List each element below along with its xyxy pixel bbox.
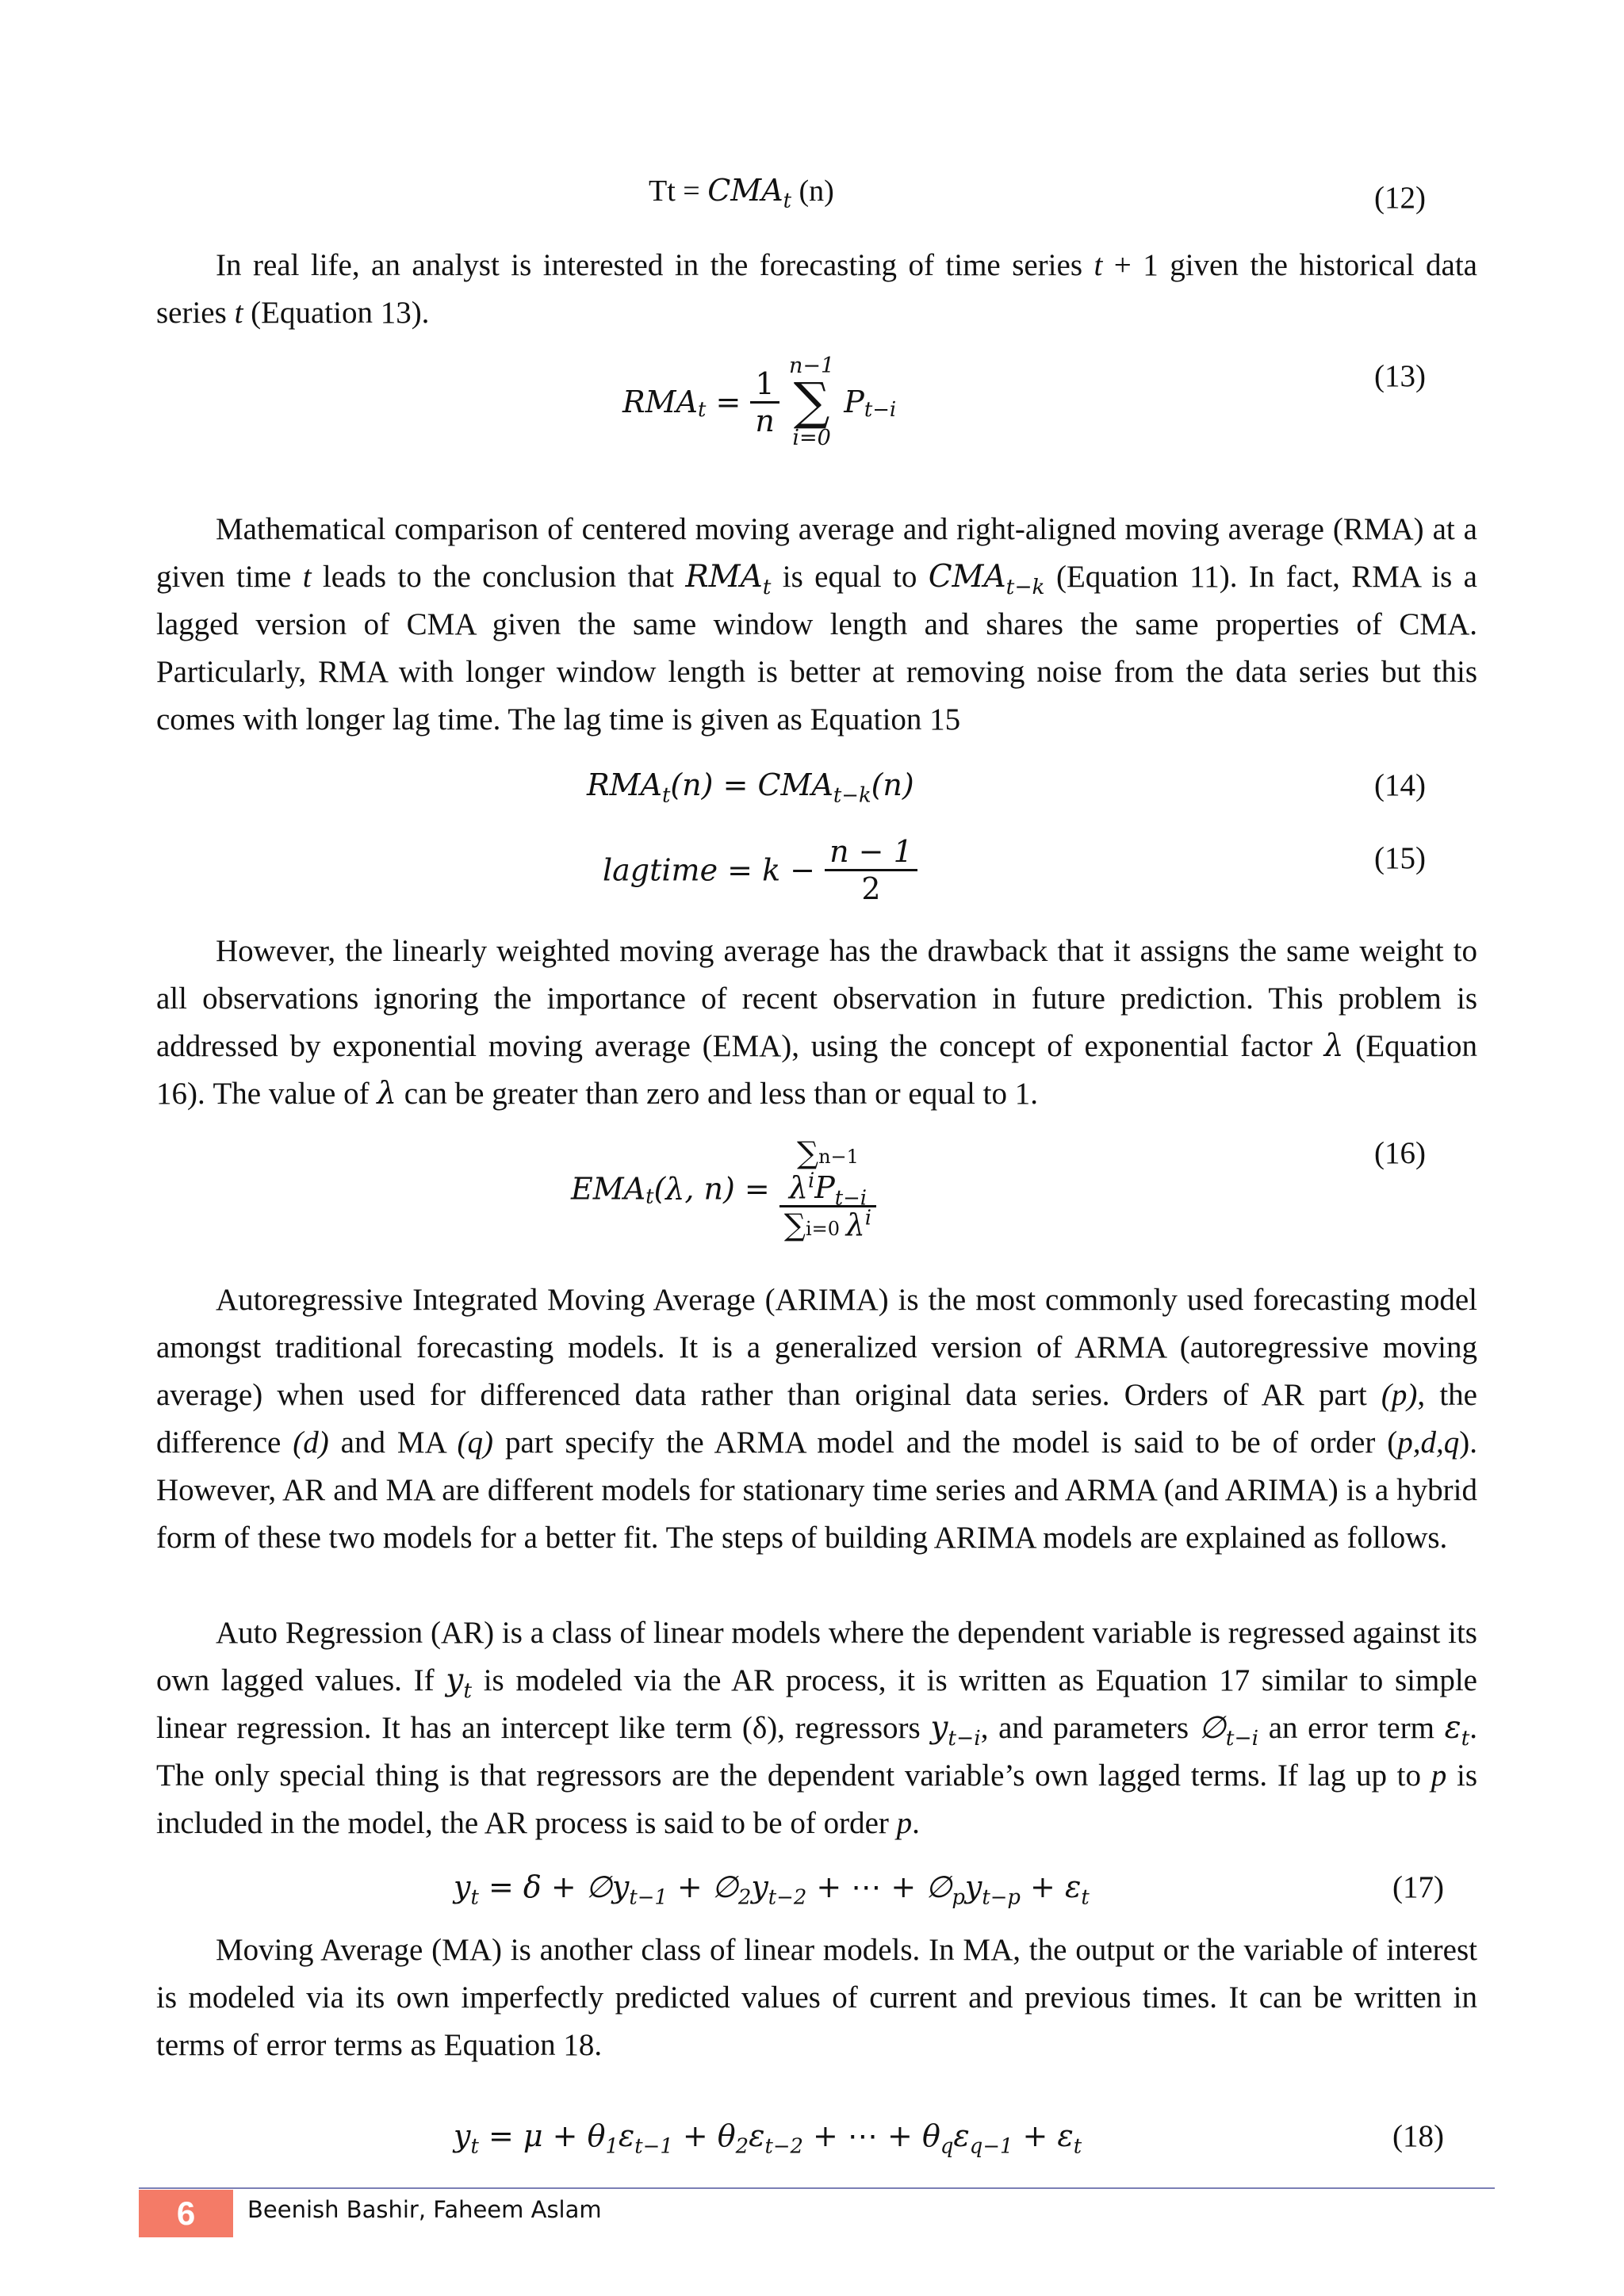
paragraph-forecasting-intro: In real life, an analyst is interested in the forecasting of time series t + 1 given the historical data series t (Equation 13). xyxy=(156,248,1477,330)
equation-number-16: (16) xyxy=(1374,1136,1426,1170)
equation-17: $y_t = \delta$ + $\emptyset y_{t-1}$ + $\emptyset_2y_{t-2}$ + ⋯ + $\emptyset_py_{t-p} + \varepsilon_t$ xyxy=(454,1869,1090,1910)
page-number-badge: 6 xyxy=(139,2190,233,2237)
paragraph-moving-average: Moving Average (MA) is another class of linear models. In MA, the output or the variable of interest is modeled via its own imperfectly predicted values of current and previous times. It can be written in terms of error terms as Equation 18. xyxy=(156,1933,1477,2062)
equation-number-14: (14) xyxy=(1374,768,1426,802)
paragraph-rma-comparison: Mathematical comparison of centered moving average and right-aligned moving average (RMA) at a given time t leads to the conclusion that $RMA_t$ is equal to $CMA_{t-k}$ (Equation 11). In fact, RMA is a lagged version of CMA given the same window length and shares the same properties of CMA. Particularly, RMA with longer window length is better at removing noise from the data series but this comes with longer lag time. The lag time is given as Equation 15 xyxy=(156,512,1477,737)
paragraph-auto-regression: Auto Regression (AR) is a class of linear models where the dependent variable is regressed against its own lagged values. If $y_t$ is modeled via the AR process, it is written as Equation 17 similar to simple linear regression. It has an intercept like term (δ), regressors $y_{t-i}$, and parameters $\emptyset_{t-i}$ an error term $\varepsilon_t$. The only special thing is that regressors are the dependent variable’s own lagged terms. If lag up to p is included in the model, the AR process is said to be of order p. xyxy=(156,1616,1477,1840)
equation-number-15: (15) xyxy=(1374,841,1426,875)
fraction-ema: ∑n−1 $\lambda^iP_{t-i}$ ∑i=0 $\lambda^i$ xyxy=(779,1135,876,1242)
equation-number-12: (12) xyxy=(1374,181,1426,215)
footer-divider xyxy=(139,2187,1495,2189)
fraction-1-over-n: $\frac{1}{n}$ xyxy=(750,366,779,438)
equation-16: $EMA_t(\lambda$, n) = ∑n−1 $\lambda^iP_{t-i}$ ∑i=0 $\lambda^i$ xyxy=(571,1135,876,1242)
summation-symbol: n−1 ∑ i=0 xyxy=(788,354,835,450)
equation-13: $RMA_t$ = $\frac{1}{n}$ n−1 ∑ i=0 $P_{t-i}$ xyxy=(622,354,897,450)
equation-14: $RMA_t(n) = CMA_{t-k}(n)$ xyxy=(587,767,914,808)
fraction-n-minus-1-over-2: $\frac{n - 1}{2}$ xyxy=(825,834,917,906)
equation-number-18: (18) xyxy=(1392,2119,1444,2153)
paragraph-ema: However, the linearly weighted moving average has the drawback that it assigns the same weight to all observations ignoring the importance of recent observation in future prediction. This problem is addressed by exponential moving average (EMA), using the concept of exponential factor λ (Equation 16). The value of λ can be greater than zero and less than or equal to 1. xyxy=(156,934,1477,1112)
equation-number-17: (17) xyxy=(1392,1870,1444,1904)
paragraph-arima: Autoregressive Integrated Moving Average (ARIMA) is the most commonly used forecasting model amongst traditional forecasting models. It is a generalized version of ARMA (autoregressive moving average) when used for differenced data rather than original data series. Orders of AR part (p), the difference (d) and MA (q) part specify the ARMA model and the model is said to be of order (p,d,q). However, AR and MA are different models for stationary time series and ARMA (and ARIMA) is a hybrid form of these two models for a better fit. The steps of building ARIMA models are explained as follows. xyxy=(156,1283,1477,1555)
equation-12: $Tt = CMA_t$ (n) xyxy=(649,173,834,213)
equation-number-13: (13) xyxy=(1374,359,1426,393)
equation-18: $y_t = \mu + \theta_1\varepsilon_{t-1} + \theta_2\varepsilon_{t-2}$ + ⋯ + $\theta_q\varepsilon_{q-1} + \varepsilon_t$ xyxy=(454,2118,1082,2159)
equation-15: lagtime = k − $\frac{n - 1}{2}$ xyxy=(603,834,917,906)
footer-authors: Beenish Bashir, Faheem Aslam xyxy=(247,2196,602,2223)
